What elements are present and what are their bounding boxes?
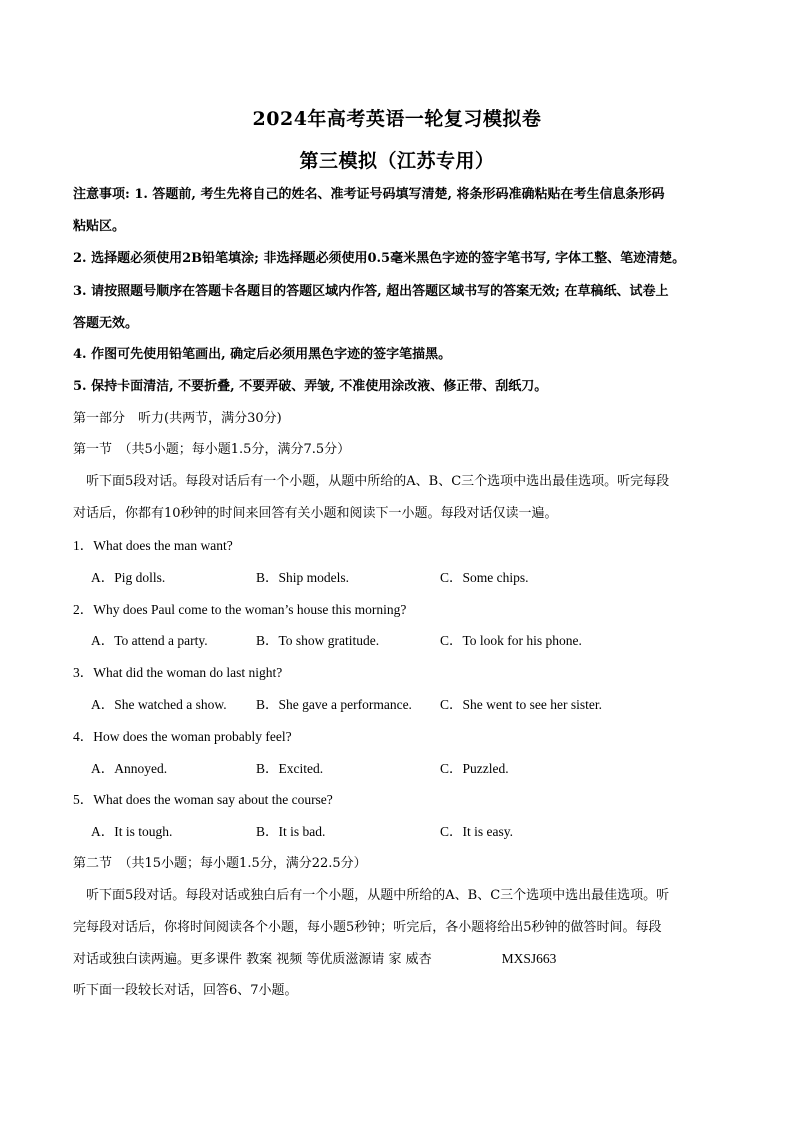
question-1-option-b: B．Ship models. xyxy=(256,570,350,585)
question-2-option-a: A．To attend a party. xyxy=(91,633,208,648)
page-subtitle: 第三模拟（江苏专用） xyxy=(299,150,495,172)
notes-item-2: 2. 选择题必须使用2B铅笔填涂; 非选择题必须使用0.5毫米黑色字迹的签字笔书写, 字体工整、笔迹清楚。 xyxy=(73,251,686,266)
notes-item-3b: 答题无效。 xyxy=(73,316,139,331)
section2-instructions-3 xyxy=(73,951,733,968)
page-title: 2024年高考英语一轮复习模拟卷 xyxy=(252,108,542,130)
notes-item-3a: 3. 请按照题号顺序在答题卡各题目的答题区域内作答, 超出答题区域书写的答案无效; 在草稿纸、试卷上 xyxy=(73,284,669,299)
question-3-option-b: B．She gave a performance. xyxy=(256,697,412,712)
question-4-option-a: A．Annoyed. xyxy=(91,761,168,776)
question-1-option-a: A．Pig dolls. xyxy=(91,570,166,585)
section2-subinstruction: 听下面一段较长对话，回答6、7小题。 xyxy=(73,983,298,998)
notes-line-1: 注意事项: 1. 答题前, 考生先将自己的姓名、准考证号码填写清楚, 将条形码准确粘贴在考生信息条形码 xyxy=(73,187,665,202)
question-4-option-b: B．Excited. xyxy=(256,761,324,776)
question-2-option-c: C．To look for his phone. xyxy=(440,633,582,648)
question-3: 3．What did the woman do last night? xyxy=(73,665,283,680)
part1-heading: 第一部分 听力(共两节，满分30分) xyxy=(73,411,282,426)
notes-line-2: 粘贴区。 xyxy=(73,219,126,234)
section2-instructions-3-text: 对话或独白读两遍。更多课件 教案 视频 等优质滋源请 家 威杏 xyxy=(73,952,432,967)
question-2: 2．Why does Paul come to the woman’s house this morning? xyxy=(73,602,407,617)
section1-instructions-1: 听下面5段对话。每段对话后有一个小题，从题中所给的A、B、C三个选项中选出最佳选项。听完每段 xyxy=(73,474,670,489)
section2-heading: 第二节 （共15小题；每小题1.5分，满分22.5分） xyxy=(73,856,367,871)
section1-instructions-2: 对话后，你都有10秒钟的时间来回答有关小题和阅读下一小题。每段对话仅读一遍。 xyxy=(73,506,558,521)
section1-heading: 第一节 （共5小题；每小题1.5分，满分7.5分） xyxy=(73,442,351,457)
notes-item-4: 4. 作图可先使用铅笔画出, 确定后必须用黑色字迹的签字笔描黑。 xyxy=(73,347,452,362)
resource-code: MXSJ663 xyxy=(501,951,557,966)
question-4-option-c: C．Puzzled. xyxy=(440,761,509,776)
question-5-option-c: C．It is easy. xyxy=(440,824,513,839)
question-5-option-b: B．It is bad. xyxy=(256,824,326,839)
question-3-option-c: C．She went to see her sister. xyxy=(440,697,602,712)
question-5-option-a: A．It is tough. xyxy=(91,824,173,839)
question-5: 5．What does the woman say about the course? xyxy=(73,792,333,807)
section2-instructions-2: 完每段对话后，你将时间阅读各个小题，每小题5秒钟；听完后，各小题将给出5秒钟的做答时间。每段 xyxy=(73,920,662,935)
question-1-option-c: C．Some chips. xyxy=(440,570,529,585)
question-4: 4．How does the woman probably feel? xyxy=(73,729,292,744)
section2-instructions-1: 听下面5段对话。每段对话或独白后有一个小题，从题中所给的A、B、C三个选项中选出最佳选项。听 xyxy=(73,888,670,903)
notes-item-5: 5. 保持卡面清洁, 不要折叠, 不要弄破、弄皱, 不准使用涂改液、修正带、刮纸刀。 xyxy=(73,379,548,394)
question-1: 1．What does the man want? xyxy=(73,538,233,553)
question-3-option-a: A．She watched a show. xyxy=(91,697,227,712)
question-2-option-b: B．To show gratitude. xyxy=(256,633,380,648)
